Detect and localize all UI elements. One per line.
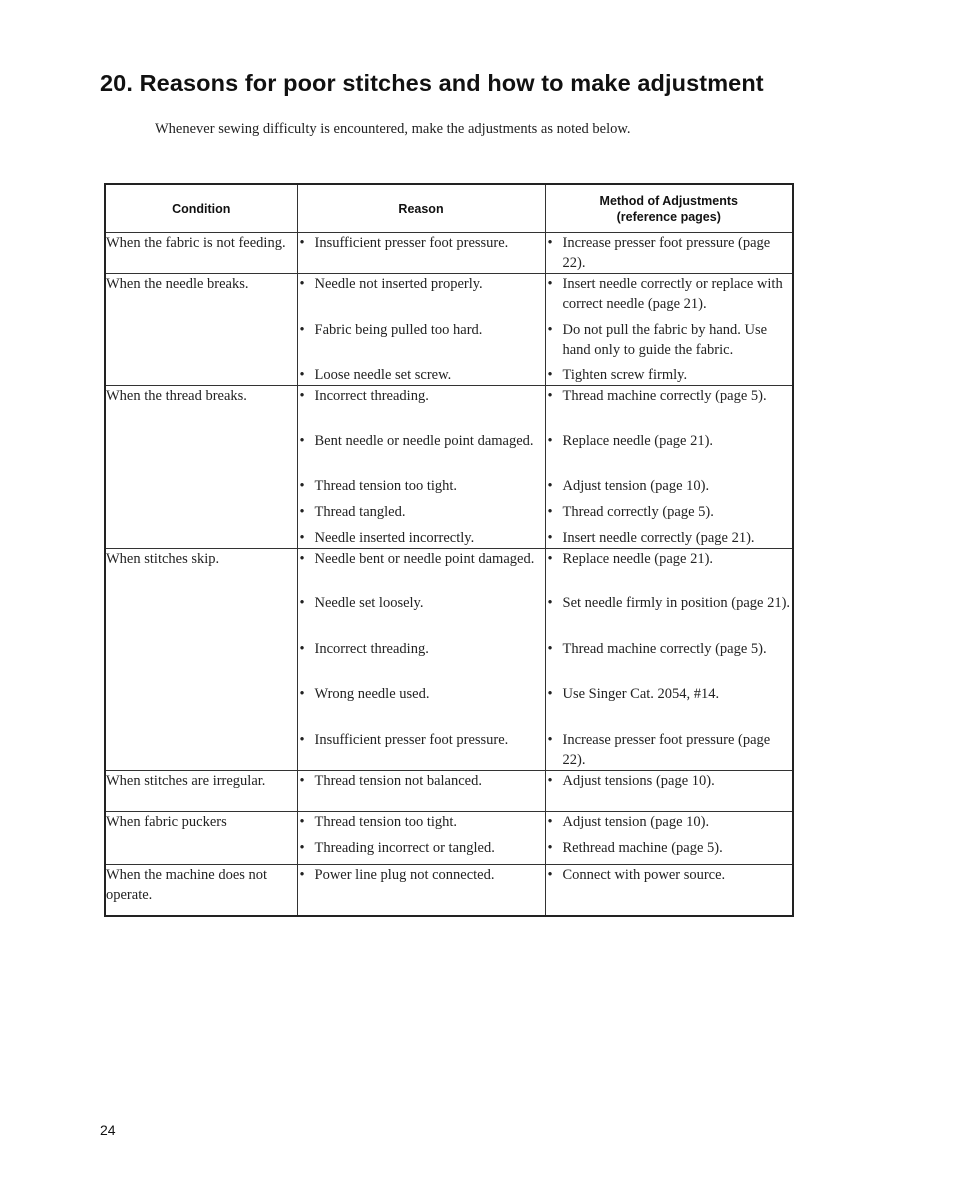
method-cell [545,549,793,771]
table-row [105,549,793,771]
condition-cell: When the machine does not operate. [105,865,297,917]
reason-text: Incorrect threading. [314,641,429,657]
reason-entry [298,593,545,639]
reason-entry [298,865,545,915]
bullet-icon: • [547,867,553,883]
reason-entry [298,838,545,864]
method-entry [546,865,793,915]
table-row [105,865,793,917]
bullet-icon: • [299,276,305,292]
method-entry [546,838,793,864]
bullet-icon: • [547,840,553,856]
bullet-icon: • [547,504,553,520]
reason-header: Reason [297,184,545,233]
reason-text: Loose needle set screw. [314,367,452,383]
bullet-icon: • [547,322,553,338]
reason-entry [298,274,545,320]
method-text: Tighten screw firmly. [562,367,688,383]
bullet-icon: • [299,595,305,611]
bullet-icon: • [547,814,553,830]
reason-entry [298,528,545,548]
reason-text: Thread tangled. [314,504,406,520]
method-text: Increase presser foot pressure (page 22). [562,235,771,271]
bullet-icon: • [547,732,553,748]
reason-cell [297,386,545,549]
table-row [105,771,793,812]
bullet-icon: • [299,814,305,830]
method-text: Replace needle (page 21). [562,433,714,449]
bullet-icon: • [547,551,553,567]
reason-entry [298,684,545,730]
method-entry [546,730,793,770]
bullet-icon: • [547,276,553,292]
method-header [545,184,793,233]
method-entry [546,502,793,528]
condition-cell: When the fabric is not feeding. [105,233,297,274]
reason-text: Incorrect threading. [314,388,429,404]
method-cell [545,274,793,386]
method-cell [545,233,793,274]
method-entry [546,320,793,365]
reason-entry [298,476,545,502]
bullet-icon: • [299,322,305,338]
method-text: Increase presser foot pressure (page 22). [562,732,771,768]
table-row [105,386,793,549]
method-text: Connect with power source. [562,867,726,883]
bullet-icon: • [299,773,305,789]
method-entry [546,593,793,639]
condition-cell: When the thread breaks. [105,386,297,549]
reason-entry [298,233,545,273]
bullet-icon: • [299,551,305,567]
condition-cell: When stitches skip. [105,549,297,771]
method-text: Set needle firmly in position (page 21). [562,595,791,611]
reason-entry [298,812,545,838]
reason-entry [298,502,545,528]
method-entry [546,386,793,431]
reason-text: Fabric being pulled too hard. [314,322,483,338]
bullet-icon: • [299,867,305,883]
method-entry [546,771,793,811]
bullet-icon: • [547,686,553,702]
bullet-icon: • [547,595,553,611]
method-entry [546,431,793,476]
troubleshooting-table [104,183,794,917]
table-row [105,233,793,274]
method-header-line2: (reference pages) [616,209,721,224]
reason-entry [298,771,545,811]
bullet-icon: • [547,433,553,449]
method-text: Thread correctly (page 5). [562,504,714,520]
reason-text: Needle set loosely. [314,595,424,611]
method-text: Insert needle correctly (page 21). [562,530,755,546]
method-cell [545,386,793,549]
reason-text: Threading incorrect or tangled. [314,840,495,856]
method-text: Thread machine correctly (page 5). [562,641,767,657]
bullet-icon: • [299,840,305,856]
reason-text: Needle bent or needle point damaged. [314,551,535,567]
method-entry [546,528,793,548]
bullet-icon: • [547,478,553,494]
reason-text: Needle inserted incorrectly. [314,530,475,546]
reason-text: Bent needle or needle point damaged. [314,433,534,449]
reason-entry [298,549,545,593]
reason-text: Insufficient presser foot pressure. [314,732,509,748]
bullet-icon: • [299,686,305,702]
reason-cell [297,771,545,812]
table-body [105,233,793,917]
page-number: 24 [100,1122,116,1138]
method-text: Thread machine correctly (page 5). [562,388,767,404]
method-text: Use Singer Cat. 2054, #14. [562,686,720,702]
method-entry [546,549,793,593]
reason-cell [297,233,545,274]
method-text: Insert needle correctly or replace with correct needle (page 21). [562,276,783,312]
method-entry [546,639,793,684]
reason-entry [298,320,545,365]
method-entry [546,684,793,730]
reason-text: Insufficient presser foot pressure. [314,235,509,251]
reason-text: Thread tension not balanced. [314,773,482,789]
bullet-icon: • [299,504,305,520]
bullet-icon: • [299,388,305,404]
reason-entry [298,365,545,385]
method-text: Replace needle (page 21). [562,551,714,567]
method-text: Adjust tension (page 10). [562,814,710,830]
method-text: Rethread machine (page 5). [562,840,723,856]
table-row [105,812,793,865]
method-entry [546,812,793,838]
method-header-line1: Method of Adjustments [599,193,738,208]
method-text: Adjust tension (page 10). [562,478,710,494]
method-entry [546,233,793,273]
condition-cell: When fabric puckers [105,812,297,865]
reason-cell [297,274,545,386]
bullet-icon: • [547,773,553,789]
method-cell [545,865,793,917]
bullet-icon: • [547,367,553,383]
bullet-icon: • [299,235,305,251]
reason-text: Needle not inserted properly. [314,276,483,292]
bullet-icon: • [299,732,305,748]
intro-text: Whenever sewing difficulty is encountered, make the adjustments as noted below. [155,121,631,137]
bullet-icon: • [547,530,553,546]
bullet-icon: • [547,388,553,404]
reason-text: Wrong needle used. [314,686,430,702]
condition-cell: When the needle breaks. [105,274,297,386]
reason-entry [298,730,545,770]
method-cell [545,812,793,865]
method-text: Adjust tensions (page 10). [562,773,715,789]
method-entry [546,274,793,320]
bullet-icon: • [299,478,305,494]
reason-text: Thread tension too tight. [314,478,458,494]
reason-entry [298,386,545,431]
bullet-icon: • [299,367,305,383]
bullet-icon: • [299,641,305,657]
bullet-icon: • [547,641,553,657]
method-entry [546,365,793,385]
bullet-icon: • [299,433,305,449]
method-cell [545,771,793,812]
page-title: 20. Reasons for poor stitches and how to make adjustment [100,70,764,96]
method-text: Do not pull the fabric by hand. Use hand only to guide the fabric. [562,322,768,358]
table-row [105,274,793,386]
bullet-icon: • [547,235,553,251]
condition-header: Condition [105,184,297,233]
condition-cell: When stitches are irregular. [105,771,297,812]
reason-text: Power line plug not connected. [314,867,495,883]
reason-cell [297,812,545,865]
reason-text: Thread tension too tight. [314,814,458,830]
bullet-icon: • [299,530,305,546]
reason-entry [298,431,545,476]
reason-cell [297,549,545,771]
table-header [105,184,793,233]
method-entry [546,476,793,502]
reason-cell [297,865,545,917]
reason-entry [298,639,545,684]
